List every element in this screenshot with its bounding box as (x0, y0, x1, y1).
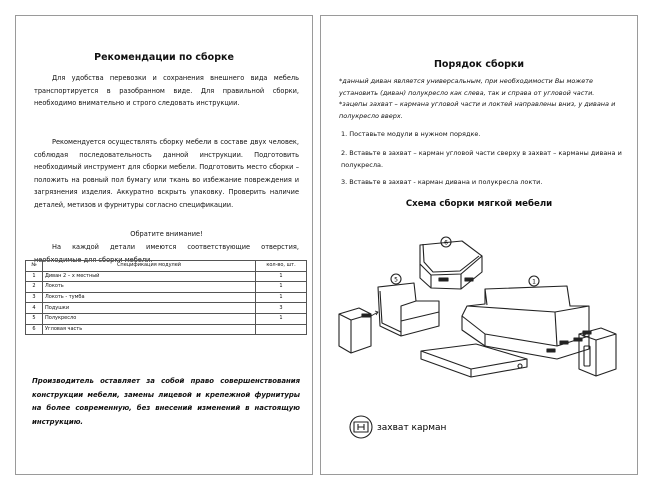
row-name: Диван 2 – х местный (43, 271, 256, 282)
assembly-step-2: 2. Вставьте в захват – карман угловой части сверху в захват – карманы дивана и полукресла. (341, 149, 622, 169)
column-header-specification: Спецификация модулей (43, 261, 256, 272)
table-row (26, 292, 307, 303)
assembly-order-title: Порядок сборки (433, 59, 525, 70)
table-row (26, 303, 307, 314)
row-name: Угловая часть (43, 324, 256, 335)
row-name: Локоть - тумба (43, 292, 256, 303)
left-page (15, 15, 313, 475)
row-number: 5 (26, 313, 43, 324)
row-number: 1 (26, 271, 43, 282)
specification-table (25, 260, 307, 335)
row-name: Подушки (43, 303, 256, 314)
pullout-module (421, 344, 527, 377)
marker-6: 6 (444, 239, 448, 247)
assembly-step-3: 3. Вставьте в захват - карман дивана и полукресла локти. (341, 178, 543, 186)
row-quantity: 1 (256, 313, 307, 324)
row-name: Полукресло (43, 313, 256, 324)
furniture-assembly-scheme (321, 16, 638, 475)
universal-sofa-note: *данный диван является универсальным, при необходимости Вы можете установить (диван) полукресло как слева, так и справа от угловой части. (339, 77, 595, 97)
marker-1: 1 (532, 278, 536, 286)
column-header-number: № (26, 261, 43, 272)
half-chair-module (378, 283, 439, 336)
assembly-scheme-title: Схема сборки мягкой мебели (405, 199, 553, 209)
hook-pocket-symbol (350, 416, 372, 438)
table-row (26, 282, 307, 293)
row-number: 6 (26, 324, 43, 335)
armrest-module (339, 308, 371, 353)
row-quantity: 1 (256, 292, 307, 303)
right-page (320, 15, 638, 475)
row-quantity (256, 324, 307, 335)
hooks-direction-note: *зацепы захват – кармана угловой части и локтей направлены вниз, у дивана и полукресло вверх. (339, 100, 616, 120)
holes-paragraph: На каждой детали имеются соответствующие отверстия, необходимые для сборки мебели. (34, 243, 299, 264)
instructions-paragraph: Рекомендуется осуществлять сборку мебели в составе двух человек, соблюдая последовательность данной инструкции. Подготовить необходимый инструмент для сборки мебели. Подготовить место сборки – положить на ровный пол бумагу или ткань во избежание повреждения и загрязнения изделия. Аккуратно вскрыть упаковку. Проверить наличие деталей, метизов и фурнитуры согласно спецификации. (34, 138, 299, 209)
intro-paragraph: Для удобства перевозки и сохранения внешнего вида мебель транспортируется в разобранном виде. Для правильной сборки, необходимо внимательно и строго следовать инструкции. (34, 74, 299, 107)
assembly-step-1: 1. Поставьте модули в нужном порядке. (341, 130, 481, 138)
row-quantity: 1 (256, 271, 307, 282)
row-quantity: 3 (256, 303, 307, 314)
table-row (26, 271, 307, 282)
table-row (26, 313, 307, 324)
table-row (26, 324, 307, 335)
row-number: 2 (26, 282, 43, 293)
row-number: 3 (26, 292, 43, 303)
marker-5: 5 (394, 276, 398, 284)
row-quantity: 1 (256, 282, 307, 293)
assembly-recommendations-title: Рекомендации по сборке (94, 52, 234, 63)
sofa-module (462, 286, 589, 359)
column-header-quantity: кол-во, шт. (256, 261, 307, 272)
manufacturer-disclaimer: Производитель оставляет за собой право совершенствования конструкции мебели, замены лицевой и крепежной фурнитуры на более современную, без внесений изменений в настоящую инструкцию. (32, 377, 300, 426)
table-header-row (26, 261, 307, 272)
corner-module (420, 241, 482, 289)
attention-heading: Обратите внимание! (130, 230, 203, 238)
row-number: 4 (26, 303, 43, 314)
hook-pocket-legend: захват карман (377, 423, 447, 433)
row-name: Локоть (43, 282, 256, 293)
